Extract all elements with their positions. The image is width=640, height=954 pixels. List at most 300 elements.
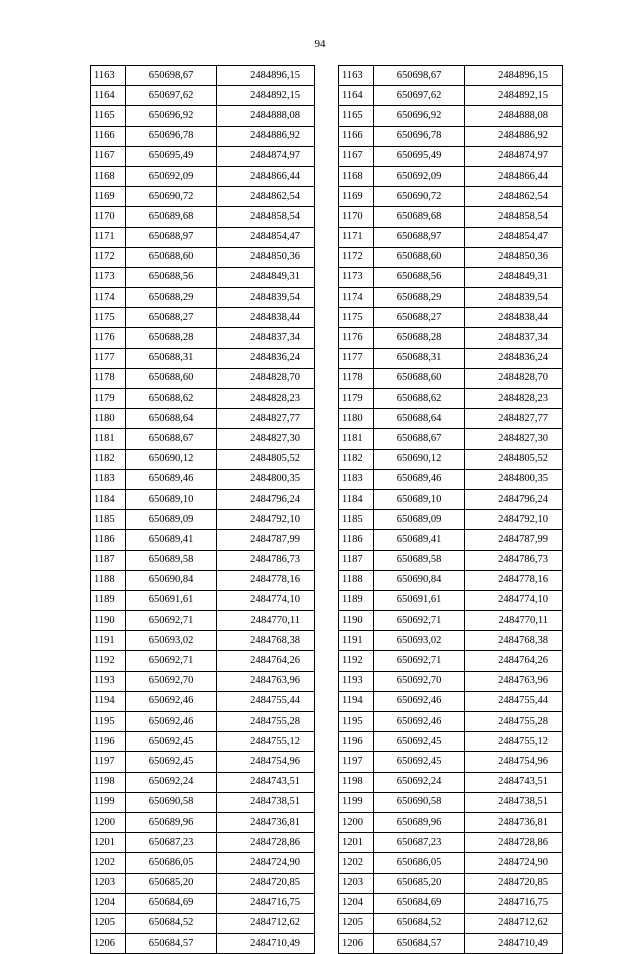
- table-row: [91, 308, 315, 328]
- y-coordinate-cell: 2484828,23: [217, 389, 315, 409]
- point-number-cell: 1174: [339, 288, 374, 308]
- table-row: [91, 510, 315, 530]
- table-row: [339, 570, 563, 590]
- point-number-cell: 1186: [339, 530, 374, 550]
- point-number-cell: 1191: [339, 631, 374, 651]
- x-coordinate-cell: 650684,52: [126, 913, 217, 933]
- table-row: [339, 671, 563, 691]
- coordinates-table-right: [338, 65, 563, 954]
- x-coordinate-cell: 650697,62: [126, 86, 217, 106]
- point-number-cell: 1200: [91, 812, 126, 832]
- point-number-cell: 1167: [339, 146, 374, 166]
- table-row: [91, 631, 315, 651]
- point-number-cell: 1173: [339, 267, 374, 287]
- table-row: [91, 389, 315, 409]
- point-number-cell: 1194: [339, 691, 374, 711]
- point-number-cell: 1193: [339, 671, 374, 691]
- x-coordinate-cell: 650688,29: [126, 288, 217, 308]
- x-coordinate-cell: 650692,09: [126, 166, 217, 186]
- x-coordinate-cell: 650690,58: [126, 792, 217, 812]
- y-coordinate-cell: 2484792,10: [217, 510, 315, 530]
- x-coordinate-cell: 650684,69: [126, 893, 217, 913]
- x-coordinate-cell: 650689,58: [126, 550, 217, 570]
- y-coordinate-cell: 2484850,36: [465, 247, 563, 267]
- x-coordinate-cell: 650698,67: [374, 66, 465, 86]
- x-coordinate-cell: 650697,62: [374, 86, 465, 106]
- y-coordinate-cell: 2484774,10: [217, 590, 315, 610]
- point-number-cell: 1163: [339, 66, 374, 86]
- x-coordinate-cell: 650685,20: [126, 873, 217, 893]
- x-coordinate-cell: 650696,92: [374, 106, 465, 126]
- table-row: [339, 126, 563, 146]
- point-number-cell: 1169: [91, 187, 126, 207]
- x-coordinate-cell: 650686,05: [126, 853, 217, 873]
- point-number-cell: 1190: [339, 611, 374, 631]
- x-coordinate-cell: 650696,78: [126, 126, 217, 146]
- point-number-cell: 1170: [339, 207, 374, 227]
- x-coordinate-cell: 650688,60: [126, 247, 217, 267]
- table-row: [339, 611, 563, 631]
- point-number-cell: 1164: [339, 86, 374, 106]
- table-row: [339, 489, 563, 509]
- point-number-cell: 1165: [339, 106, 374, 126]
- x-coordinate-cell: 650686,05: [374, 853, 465, 873]
- x-coordinate-cell: 650691,61: [126, 590, 217, 610]
- point-number-cell: 1195: [339, 712, 374, 732]
- x-coordinate-cell: 650688,60: [126, 368, 217, 388]
- y-coordinate-cell: 2484738,51: [217, 792, 315, 812]
- table-row: [339, 772, 563, 792]
- point-number-cell: 1205: [91, 913, 126, 933]
- point-number-cell: 1198: [91, 772, 126, 792]
- y-coordinate-cell: 2484743,51: [217, 772, 315, 792]
- table-row: [339, 934, 563, 954]
- point-number-cell: 1169: [339, 187, 374, 207]
- y-coordinate-cell: 2484888,08: [465, 106, 563, 126]
- y-coordinate-cell: 2484827,77: [217, 409, 315, 429]
- table-row: [339, 550, 563, 570]
- table-row: [91, 66, 315, 86]
- table-row: [339, 893, 563, 913]
- x-coordinate-cell: 650693,02: [126, 631, 217, 651]
- y-coordinate-cell: 2484839,54: [217, 288, 315, 308]
- table-row: [339, 873, 563, 893]
- point-number-cell: 1175: [339, 308, 374, 328]
- x-coordinate-cell: 650690,12: [126, 449, 217, 469]
- table-row: [91, 489, 315, 509]
- x-coordinate-cell: 650688,31: [126, 348, 217, 368]
- table-row: [91, 873, 315, 893]
- table-row: [91, 106, 315, 126]
- x-coordinate-cell: 650688,62: [126, 389, 217, 409]
- x-coordinate-cell: 650689,68: [126, 207, 217, 227]
- y-coordinate-cell: 2484838,44: [217, 308, 315, 328]
- table-row: [339, 792, 563, 812]
- point-number-cell: 1174: [91, 288, 126, 308]
- y-coordinate-cell: 2484837,34: [217, 328, 315, 348]
- x-coordinate-cell: 650688,29: [374, 288, 465, 308]
- y-coordinate-cell: 2484724,90: [217, 853, 315, 873]
- point-number-cell: 1168: [91, 166, 126, 186]
- x-coordinate-cell: 650692,45: [374, 732, 465, 752]
- x-coordinate-cell: 650692,71: [126, 611, 217, 631]
- y-coordinate-cell: 2484716,75: [465, 893, 563, 913]
- y-coordinate-cell: 2484886,92: [465, 126, 563, 146]
- table-row: [91, 449, 315, 469]
- y-coordinate-cell: 2484805,52: [217, 449, 315, 469]
- y-coordinate-cell: 2484736,81: [217, 812, 315, 832]
- point-number-cell: 1199: [339, 792, 374, 812]
- table-row: [91, 348, 315, 368]
- x-coordinate-cell: 650689,41: [374, 530, 465, 550]
- x-coordinate-cell: 650695,49: [374, 146, 465, 166]
- table-row: [339, 530, 563, 550]
- x-coordinate-cell: 650689,46: [374, 469, 465, 489]
- x-coordinate-cell: 650691,61: [374, 590, 465, 610]
- table-row: [91, 247, 315, 267]
- table-row: [339, 247, 563, 267]
- x-coordinate-cell: 650689,58: [374, 550, 465, 570]
- table-row: [91, 530, 315, 550]
- point-number-cell: 1185: [91, 510, 126, 530]
- point-number-cell: 1201: [339, 833, 374, 853]
- point-number-cell: 1172: [339, 247, 374, 267]
- y-coordinate-cell: 2484866,44: [217, 166, 315, 186]
- x-coordinate-cell: 650695,49: [126, 146, 217, 166]
- table-row: [339, 833, 563, 853]
- y-coordinate-cell: 2484736,81: [465, 812, 563, 832]
- y-coordinate-cell: 2484787,99: [217, 530, 315, 550]
- y-coordinate-cell: 2484827,30: [465, 429, 563, 449]
- x-coordinate-cell: 650689,09: [126, 510, 217, 530]
- y-coordinate-cell: 2484800,35: [217, 469, 315, 489]
- coordinates-table-left: [90, 65, 315, 954]
- point-number-cell: 1163: [91, 66, 126, 86]
- y-coordinate-cell: 2484754,96: [217, 752, 315, 772]
- y-coordinate-cell: 2484792,10: [465, 510, 563, 530]
- point-number-cell: 1196: [91, 732, 126, 752]
- x-coordinate-cell: 650684,52: [374, 913, 465, 933]
- y-coordinate-cell: 2484850,36: [217, 247, 315, 267]
- table-row: [91, 934, 315, 954]
- y-coordinate-cell: 2484710,49: [465, 934, 563, 954]
- table-row: [339, 146, 563, 166]
- point-number-cell: 1180: [91, 409, 126, 429]
- table-row: [339, 207, 563, 227]
- point-number-cell: 1192: [339, 651, 374, 671]
- point-number-cell: 1177: [91, 348, 126, 368]
- point-number-cell: 1171: [339, 227, 374, 247]
- x-coordinate-cell: 650693,02: [374, 631, 465, 651]
- point-number-cell: 1190: [91, 611, 126, 631]
- table-row: [91, 86, 315, 106]
- point-number-cell: 1184: [91, 489, 126, 509]
- point-number-cell: 1203: [91, 873, 126, 893]
- y-coordinate-cell: 2484796,24: [465, 489, 563, 509]
- y-coordinate-cell: 2484862,54: [465, 187, 563, 207]
- x-coordinate-cell: 650688,27: [126, 308, 217, 328]
- point-number-cell: 1206: [91, 934, 126, 954]
- point-number-cell: 1179: [339, 389, 374, 409]
- y-coordinate-cell: 2484892,15: [465, 86, 563, 106]
- point-number-cell: 1179: [91, 389, 126, 409]
- table-row: [91, 267, 315, 287]
- table-row: [339, 590, 563, 610]
- table-row: [339, 691, 563, 711]
- y-coordinate-cell: 2484716,75: [217, 893, 315, 913]
- point-number-cell: 1203: [339, 873, 374, 893]
- table-row: [339, 66, 563, 86]
- table-row: [339, 712, 563, 732]
- x-coordinate-cell: 650692,46: [374, 691, 465, 711]
- table-row: [91, 166, 315, 186]
- x-coordinate-cell: 650688,60: [374, 368, 465, 388]
- y-coordinate-cell: 2484738,51: [465, 792, 563, 812]
- y-coordinate-cell: 2484827,77: [465, 409, 563, 429]
- table-row: [91, 146, 315, 166]
- point-number-cell: 1187: [339, 550, 374, 570]
- point-number-cell: 1168: [339, 166, 374, 186]
- table-row: [339, 86, 563, 106]
- y-coordinate-cell: 2484862,54: [217, 187, 315, 207]
- x-coordinate-cell: 650692,46: [126, 691, 217, 711]
- y-coordinate-cell: 2484854,47: [217, 227, 315, 247]
- y-coordinate-cell: 2484764,26: [465, 651, 563, 671]
- x-coordinate-cell: 650692,70: [374, 671, 465, 691]
- x-coordinate-cell: 650688,28: [374, 328, 465, 348]
- x-coordinate-cell: 650689,96: [126, 812, 217, 832]
- point-number-cell: 1206: [339, 934, 374, 954]
- table-row: [91, 187, 315, 207]
- point-number-cell: 1205: [339, 913, 374, 933]
- table-row: [91, 671, 315, 691]
- point-number-cell: 1186: [91, 530, 126, 550]
- point-number-cell: 1176: [91, 328, 126, 348]
- y-coordinate-cell: 2484886,92: [217, 126, 315, 146]
- table-row: [339, 409, 563, 429]
- x-coordinate-cell: 650687,23: [374, 833, 465, 853]
- table-row: [91, 853, 315, 873]
- y-coordinate-cell: 2484786,73: [217, 550, 315, 570]
- x-coordinate-cell: 650690,12: [374, 449, 465, 469]
- table-row: [339, 449, 563, 469]
- y-coordinate-cell: 2484778,16: [465, 570, 563, 590]
- y-coordinate-cell: 2484874,97: [217, 146, 315, 166]
- point-number-cell: 1176: [339, 328, 374, 348]
- point-number-cell: 1171: [91, 227, 126, 247]
- point-number-cell: 1183: [91, 469, 126, 489]
- x-coordinate-cell: 650684,57: [374, 934, 465, 954]
- table-row: [339, 853, 563, 873]
- table-row: [339, 631, 563, 651]
- table-row: [91, 611, 315, 631]
- x-coordinate-cell: 650684,69: [374, 893, 465, 913]
- point-number-cell: 1191: [91, 631, 126, 651]
- y-coordinate-cell: 2484720,85: [465, 873, 563, 893]
- table-row: [91, 792, 315, 812]
- x-coordinate-cell: 650696,78: [374, 126, 465, 146]
- table-row: [91, 288, 315, 308]
- y-coordinate-cell: 2484858,54: [465, 207, 563, 227]
- point-number-cell: 1180: [339, 409, 374, 429]
- y-coordinate-cell: 2484755,44: [217, 691, 315, 711]
- table-row: [339, 429, 563, 449]
- x-coordinate-cell: 650689,46: [126, 469, 217, 489]
- x-coordinate-cell: 650692,46: [126, 712, 217, 732]
- x-coordinate-cell: 650688,67: [126, 429, 217, 449]
- table-row: [339, 106, 563, 126]
- table-row: [339, 913, 563, 933]
- point-number-cell: 1188: [91, 570, 126, 590]
- table-row: [339, 752, 563, 772]
- x-coordinate-cell: 650692,45: [126, 732, 217, 752]
- x-coordinate-cell: 650688,56: [374, 267, 465, 287]
- table-row: [91, 207, 315, 227]
- x-coordinate-cell: 650692,71: [374, 611, 465, 631]
- table-row: [91, 590, 315, 610]
- y-coordinate-cell: 2484849,31: [465, 267, 563, 287]
- y-coordinate-cell: 2484796,24: [217, 489, 315, 509]
- y-coordinate-cell: 2484892,15: [217, 86, 315, 106]
- table-row: [91, 833, 315, 853]
- x-coordinate-cell: 650692,45: [374, 752, 465, 772]
- table-row: [339, 510, 563, 530]
- x-coordinate-cell: 650684,57: [126, 934, 217, 954]
- point-number-cell: 1164: [91, 86, 126, 106]
- x-coordinate-cell: 650692,24: [126, 772, 217, 792]
- table-row: [91, 429, 315, 449]
- point-number-cell: 1189: [339, 590, 374, 610]
- point-number-cell: 1187: [91, 550, 126, 570]
- table-row: [91, 328, 315, 348]
- point-number-cell: 1193: [91, 671, 126, 691]
- table-row: [91, 469, 315, 489]
- y-coordinate-cell: 2484837,34: [465, 328, 563, 348]
- y-coordinate-cell: 2484712,62: [217, 913, 315, 933]
- x-coordinate-cell: 650688,27: [374, 308, 465, 328]
- y-coordinate-cell: 2484712,62: [465, 913, 563, 933]
- x-coordinate-cell: 650688,97: [126, 227, 217, 247]
- y-coordinate-cell: 2484755,28: [217, 712, 315, 732]
- x-coordinate-cell: 650696,92: [126, 106, 217, 126]
- point-number-cell: 1200: [339, 812, 374, 832]
- x-coordinate-cell: 650685,20: [374, 873, 465, 893]
- x-coordinate-cell: 650688,28: [126, 328, 217, 348]
- y-coordinate-cell: 2484728,86: [465, 833, 563, 853]
- y-coordinate-cell: 2484896,15: [465, 66, 563, 86]
- x-coordinate-cell: 650689,68: [374, 207, 465, 227]
- table-row: [339, 812, 563, 832]
- table-row: [91, 913, 315, 933]
- table-row: [339, 348, 563, 368]
- x-coordinate-cell: 650688,64: [374, 409, 465, 429]
- y-coordinate-cell: 2484755,44: [465, 691, 563, 711]
- table-row: [91, 691, 315, 711]
- point-number-cell: 1182: [339, 449, 374, 469]
- table-row: [339, 308, 563, 328]
- point-number-cell: 1182: [91, 449, 126, 469]
- point-number-cell: 1192: [91, 651, 126, 671]
- point-number-cell: 1199: [91, 792, 126, 812]
- y-coordinate-cell: 2484828,23: [465, 389, 563, 409]
- y-coordinate-cell: 2484828,70: [465, 368, 563, 388]
- point-number-cell: 1197: [339, 752, 374, 772]
- y-coordinate-cell: 2484888,08: [217, 106, 315, 126]
- x-coordinate-cell: 650687,23: [126, 833, 217, 853]
- point-number-cell: 1172: [91, 247, 126, 267]
- point-number-cell: 1195: [91, 712, 126, 732]
- y-coordinate-cell: 2484800,35: [465, 469, 563, 489]
- x-coordinate-cell: 650689,09: [374, 510, 465, 530]
- x-coordinate-cell: 650692,71: [126, 651, 217, 671]
- y-coordinate-cell: 2484763,96: [217, 671, 315, 691]
- y-coordinate-cell: 2484764,26: [217, 651, 315, 671]
- y-coordinate-cell: 2484854,47: [465, 227, 563, 247]
- y-coordinate-cell: 2484786,73: [465, 550, 563, 570]
- y-coordinate-cell: 2484768,38: [465, 631, 563, 651]
- y-coordinate-cell: 2484839,54: [465, 288, 563, 308]
- x-coordinate-cell: 650688,60: [374, 247, 465, 267]
- y-coordinate-cell: 2484770,11: [465, 611, 563, 631]
- x-coordinate-cell: 650692,24: [374, 772, 465, 792]
- table-row: [339, 288, 563, 308]
- y-coordinate-cell: 2484728,86: [217, 833, 315, 853]
- x-coordinate-cell: 650688,56: [126, 267, 217, 287]
- y-coordinate-cell: 2484755,12: [465, 732, 563, 752]
- point-number-cell: 1170: [91, 207, 126, 227]
- y-coordinate-cell: 2484787,99: [465, 530, 563, 550]
- x-coordinate-cell: 650692,71: [374, 651, 465, 671]
- table-row: [91, 812, 315, 832]
- point-number-cell: 1165: [91, 106, 126, 126]
- table-row: [339, 389, 563, 409]
- point-number-cell: 1178: [339, 368, 374, 388]
- x-coordinate-cell: 650690,72: [374, 187, 465, 207]
- y-coordinate-cell: 2484724,90: [465, 853, 563, 873]
- point-number-cell: 1173: [91, 267, 126, 287]
- x-coordinate-cell: 650690,72: [126, 187, 217, 207]
- table-row: [91, 772, 315, 792]
- table-row: [91, 368, 315, 388]
- x-coordinate-cell: 650688,97: [374, 227, 465, 247]
- point-number-cell: 1198: [339, 772, 374, 792]
- y-coordinate-cell: 2484770,11: [217, 611, 315, 631]
- x-coordinate-cell: 650689,10: [374, 489, 465, 509]
- table-row: [91, 570, 315, 590]
- x-coordinate-cell: 650692,70: [126, 671, 217, 691]
- y-coordinate-cell: 2484874,97: [465, 146, 563, 166]
- point-number-cell: 1185: [339, 510, 374, 530]
- table-row: [91, 712, 315, 732]
- point-number-cell: 1177: [339, 348, 374, 368]
- y-coordinate-cell: 2484720,85: [217, 873, 315, 893]
- table-row: [91, 732, 315, 752]
- point-number-cell: 1175: [91, 308, 126, 328]
- table-row: [339, 732, 563, 752]
- y-coordinate-cell: 2484836,24: [217, 348, 315, 368]
- point-number-cell: 1166: [91, 126, 126, 146]
- x-coordinate-cell: 650688,64: [126, 409, 217, 429]
- x-coordinate-cell: 650692,45: [126, 752, 217, 772]
- table-row: [91, 893, 315, 913]
- y-coordinate-cell: 2484755,12: [217, 732, 315, 752]
- table-row: [91, 752, 315, 772]
- point-number-cell: 1184: [339, 489, 374, 509]
- x-coordinate-cell: 650688,62: [374, 389, 465, 409]
- y-coordinate-cell: 2484743,51: [465, 772, 563, 792]
- table-row: [91, 126, 315, 146]
- x-coordinate-cell: 650688,31: [374, 348, 465, 368]
